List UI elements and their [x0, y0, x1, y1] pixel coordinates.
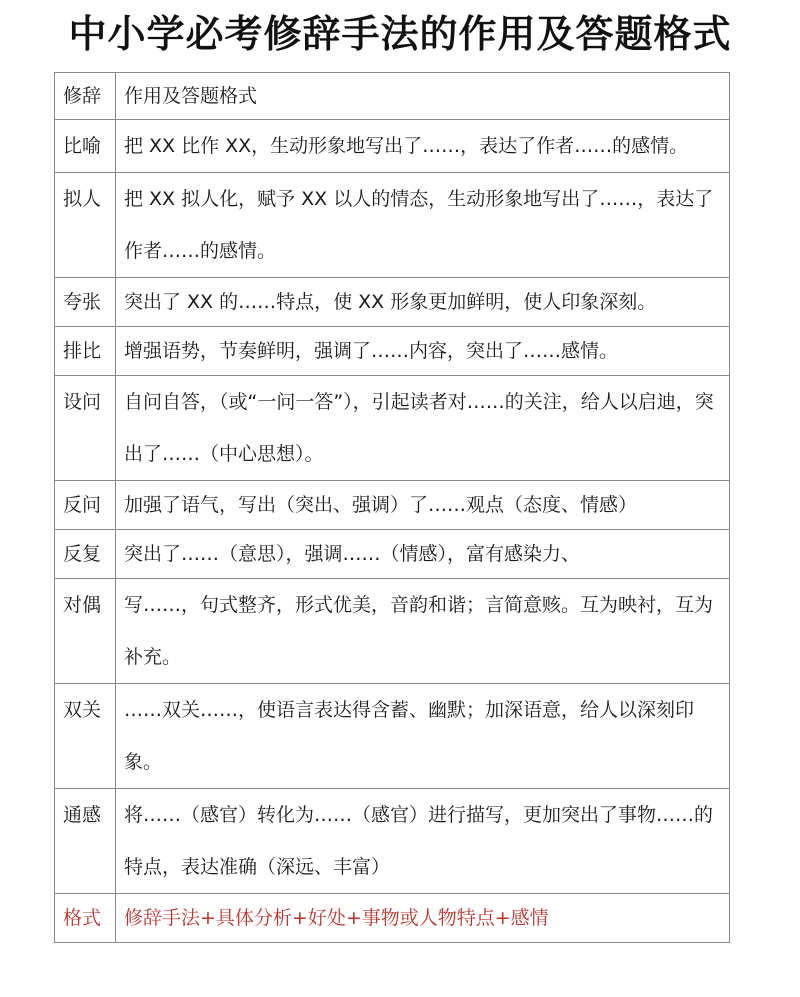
row-text: ……双关……，使语言表达得含蓄、幽默；加深语意，给人以深刻印象。	[116, 684, 730, 789]
row-text: 加强了语气，写出（突出、强调）了……观点（态度、情感）	[116, 481, 730, 530]
table-row-personification	[55, 173, 730, 278]
table-row-rhetorical-question	[55, 376, 730, 481]
row-text: 把 XX 比作 XX，生动形象地写出了……，表达了作者……的感情。	[116, 120, 730, 173]
row-name: 通感	[55, 789, 116, 894]
rhetoric-table	[54, 72, 730, 943]
header-rhetoric: 修辞	[55, 73, 116, 120]
table-row-antithesis	[55, 579, 730, 684]
table-row-counter-question	[55, 481, 730, 530]
row-name: 夸张	[55, 278, 116, 327]
row-text: 突出了 XX 的……特点，使 XX 形象更加鲜明，使人印象深刻。	[116, 278, 730, 327]
format-text: 修辞手法+具体分析+好处+事物或人物特点+感情	[116, 894, 730, 943]
row-text: 突出了……（意思），强调……（情感），富有感染力、	[116, 530, 730, 579]
row-name: 排比	[55, 327, 116, 376]
row-name: 反复	[55, 530, 116, 579]
row-name: 反问	[55, 481, 116, 530]
row-name: 拟人	[55, 173, 116, 278]
row-text: 写……，句式整齐，形式优美，音韵和谐；言简意赅。互为映衬，互为补充。	[116, 579, 730, 684]
row-name: 双关	[55, 684, 116, 789]
table-header-row	[55, 73, 730, 120]
row-text: 增强语势，节奏鲜明，强调了……内容，突出了……感情。	[116, 327, 730, 376]
header-function-format: 作用及答题格式	[116, 73, 730, 120]
table-row-format	[55, 894, 730, 943]
table-row-synesthesia	[55, 789, 730, 894]
row-text: 把 XX 拟人化，赋予 XX 以人的情态，生动形象地写出了……，表达了作者……的感情。	[116, 173, 730, 278]
row-name: 比喻	[55, 120, 116, 173]
page-title: 中小学必考修辞手法的作用及答题格式	[68, 12, 732, 56]
table-row-repetition	[55, 530, 730, 579]
table-row-hyperbole	[55, 278, 730, 327]
row-name: 对偶	[55, 579, 116, 684]
format-name: 格式	[55, 894, 116, 943]
table-row-parallelism	[55, 327, 730, 376]
row-name: 设问	[55, 376, 116, 481]
row-text: 将……（感官）转化为……（感官）进行描写，更加突出了事物……的特点，表达准确（深远、丰富）	[116, 789, 730, 894]
row-text: 自问自答，（或“一问一答”），引起读者对……的关注，给人以启迪，突出了……（中心思想）。	[116, 376, 730, 481]
table-row-metaphor	[55, 120, 730, 173]
table-row-pun	[55, 684, 730, 789]
